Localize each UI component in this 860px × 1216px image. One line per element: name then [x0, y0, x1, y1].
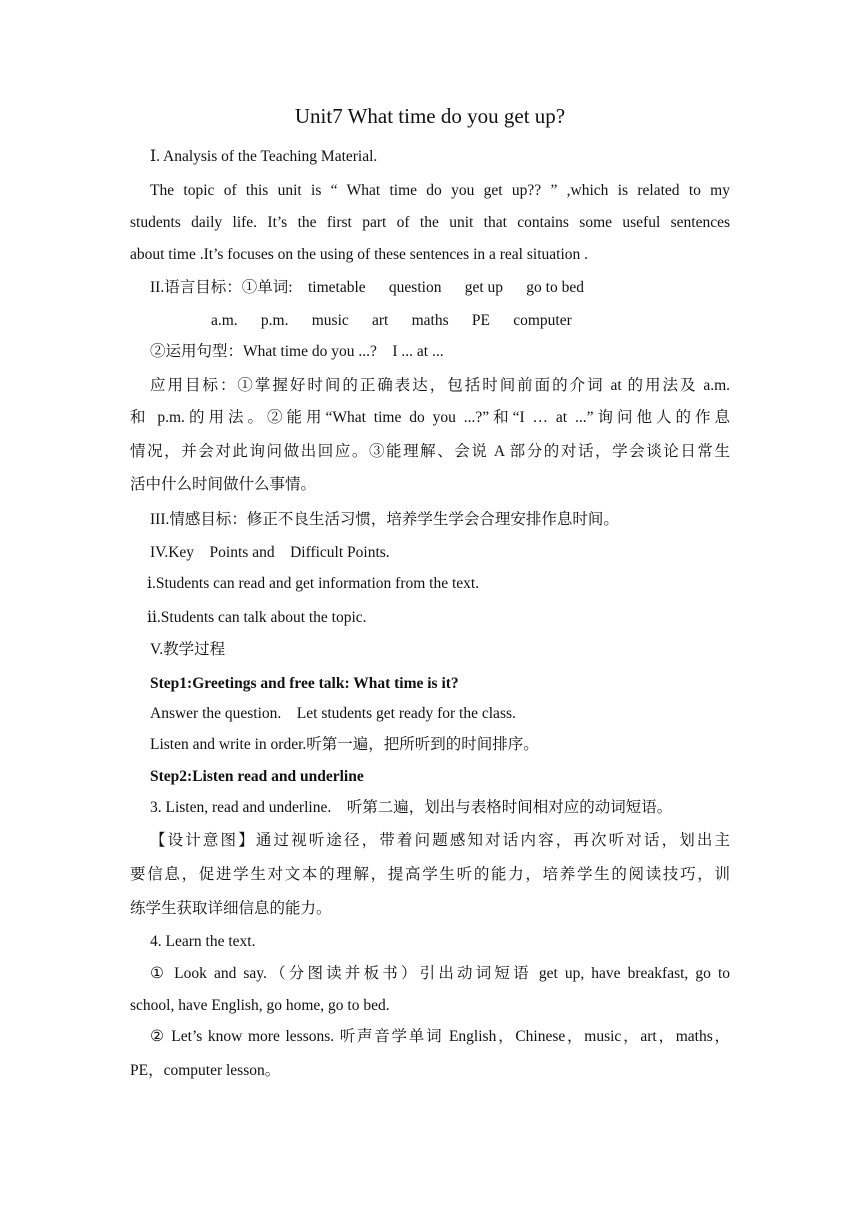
document-title: Unit7 What time do you get up?	[294, 104, 566, 128]
paragraph-line: about time .It’s focuses on the using of these sentences in a real situation .	[130, 246, 588, 263]
sentence-patterns: ②运用句型：What time do you ...? I ... at ...	[150, 343, 444, 360]
paragraph-line: The topic of this unit is “ What time do you get up?? ” ,which is related to my	[150, 182, 730, 199]
step1-text: Answer the question. Let students get ready for the class.	[150, 705, 516, 722]
look-and-say-line: ① Look and say.（分图读并板书）引出动词短语 get up, have breakfast, go to	[150, 965, 730, 982]
section-heading-analysis: Ⅰ. Analysis of the Teaching Material.	[150, 148, 378, 165]
more-lessons-line: PE，computer lesson。	[130, 1062, 281, 1079]
key-point-item: ⅱ.Students can talk about the topic.	[147, 609, 367, 626]
language-goal-words: II.语言目标：①单词: timetable question get up go to bed	[150, 279, 584, 296]
application-goal-line: 活中什么时间做什么事情。	[130, 476, 317, 493]
design-intent-line: 【设计意图】通过视听途径，带着问题感知对话内容，再次听对话，划出主	[150, 832, 730, 849]
design-intent-line: 练学生获取详细信息的能力。	[130, 900, 332, 917]
application-goal-line: 应用目标：①掌握好时间的正确表达，包括时间前面的介词 at 的用法及 a.m.	[150, 377, 730, 394]
design-intent-line: 要信息，促进学生对文本的理解，提高学生听的能力，培养学生的阅读技巧，训	[130, 866, 730, 883]
paragraph-line: students daily life. It’s the first part of the unit that contains some useful sentences	[130, 214, 730, 231]
more-lessons-line: ② Let’s know more lessons. 听声音学单词 English，Chinese，music，art，maths，	[150, 1028, 730, 1045]
vocabulary-list: a.m. p.m. music art maths PE computer	[211, 312, 572, 329]
emotional-goal: III.情感目标：修正不良生活习惯，培养学生学会合理安排作息时间。	[150, 511, 619, 528]
step1-text: Listen and write in order.听第一遍，把所听到的时间排序。	[150, 736, 539, 753]
step1-heading: Step1:Greetings and free talk: What time is it?	[150, 675, 459, 692]
application-goal-line: 情况，并会对此询问做出回应。③能理解、会说 A 部分的对话，学会谈论日常生	[130, 443, 730, 460]
learn-text-heading: 4. Learn the text.	[150, 933, 256, 950]
key-point-item: ⅰ.Students can read and get information from the text.	[147, 575, 480, 592]
step2-heading: Step2:Listen read and underline	[150, 768, 364, 785]
step2-text: 3. Listen, read and underline. 听第二遍，划出与表格时间相对应的动词短语。	[150, 799, 673, 816]
application-goal-line: 和 p.m.的用法。②能用“What time do you ...?”和“I … at ...”询问他人的作息	[130, 409, 730, 426]
section-heading-key-points: IV.Key Points and Difficult Points.	[150, 544, 390, 561]
section-heading-process: V.教学过程	[150, 641, 226, 658]
look-and-say-line: school, have English, go home, go to bed.	[130, 997, 390, 1014]
